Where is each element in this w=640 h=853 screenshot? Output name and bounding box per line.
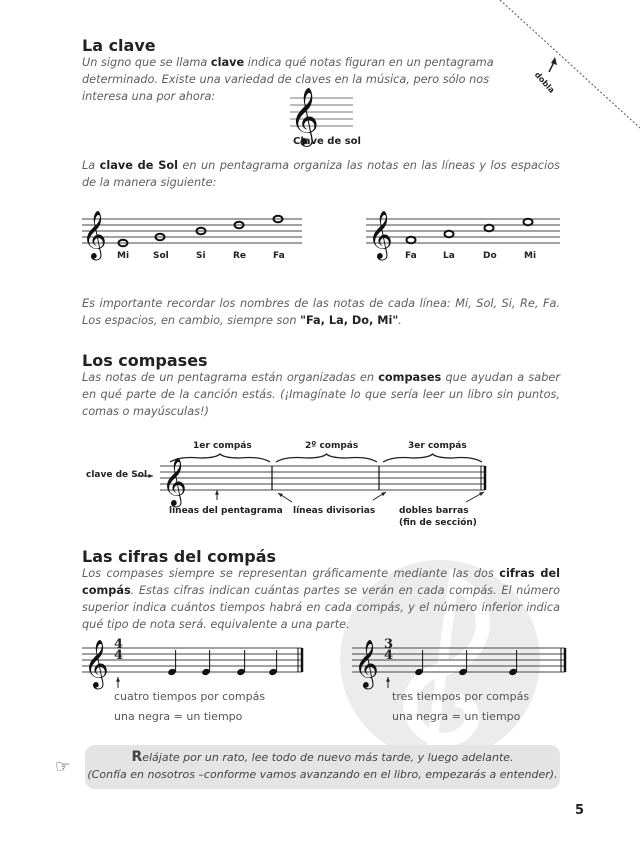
measure-label: 1er compás xyxy=(193,441,252,451)
section-title-cifras: Las cifras del compás xyxy=(82,547,277,566)
arrow-head xyxy=(116,677,120,682)
page-number: 5 xyxy=(575,803,585,818)
whole-note xyxy=(445,231,454,237)
treble-clef-icon: 𝄞 xyxy=(354,638,379,688)
clave-paragraph-1: Un signo que se llama clave indica qué notas figuran en un pentagrama determinado. Existe una variedad de claves en la música, pero sólo nos interesa una por ahora: xyxy=(82,56,494,103)
measure-label: 2º compás xyxy=(305,441,359,451)
barlines-label: líneas divisorias xyxy=(293,506,376,516)
time-signature-left: 4 4 xyxy=(114,637,124,663)
tip-line-1: Relájate por un rato, lee todo de nuevo más tarde, y luego adelante. xyxy=(131,749,514,765)
note-label: Mi xyxy=(524,251,537,261)
arrow-head xyxy=(148,474,153,478)
section-title-clave: La clave xyxy=(82,36,156,55)
clef-label: clave de Sol xyxy=(86,470,148,480)
left-caption-2: una negra = un tiempo xyxy=(114,710,243,723)
clave-paragraph-3: Es importante recordar los nombres de las notas de cada línea: Mi, Sol, Si, Re, Fa. Los espacios, en cambio, siempre son "Fa, La, Do, Mi". xyxy=(82,297,560,327)
note-label: Re xyxy=(233,251,247,261)
note-label: Fa xyxy=(405,251,417,261)
clef-caption: Clave de sol xyxy=(293,136,361,147)
measure-brace xyxy=(276,454,377,462)
tip-line-2: (Confía en nosotros –conforme vamos avanzando en el libro, empezarás a entender). xyxy=(87,768,558,781)
pointing-hand-icon: ☞ xyxy=(55,757,71,777)
measure-brace xyxy=(383,454,482,462)
whole-note xyxy=(407,237,416,243)
measure-label: 3er compás xyxy=(408,441,467,451)
treble-clef-icon: 𝄞 xyxy=(162,456,187,506)
right-caption-1: tres tiempos por compás xyxy=(392,690,530,703)
left-caption-1: cuatro tiempos por compás xyxy=(114,690,266,703)
note-label: Sol xyxy=(153,251,169,261)
treble-clef-icon: 𝄞 xyxy=(84,638,109,688)
note-label: Si xyxy=(196,251,206,261)
treble-clef-icon: 𝄞 xyxy=(82,209,107,259)
note-label: La xyxy=(443,251,455,261)
arrow-head xyxy=(386,677,390,682)
whole-note xyxy=(485,225,494,231)
clave-paragraph-2: La clave de Sol en un pentagrama organiza las notas en las líneas y los espacios de la manera siguiente: xyxy=(82,159,561,189)
tip-box xyxy=(85,745,560,789)
arrow-head xyxy=(215,490,219,495)
treble-clef-icon: 𝄞 xyxy=(290,87,319,145)
time-signature-right: 3 4 xyxy=(384,637,394,663)
arrow-head xyxy=(278,493,283,497)
note-label: Do xyxy=(483,251,497,261)
note-label: Fa xyxy=(273,251,285,261)
cifras-paragraph: Los compases siempre se representan gráficamente mediante las dos cifras del compás. Estas cifras indican cuántas partes se verán en cada compás. El número superior indica cuántos tiempos habrá en cada compás, y el número inferior indica qué tipo de nota será. equivalente a una parte. xyxy=(82,567,560,631)
section-title-compases: Los compases xyxy=(82,351,208,370)
right-caption-2: una negra = un tiempo xyxy=(392,710,521,723)
double-bar-label: dobles barras xyxy=(399,506,469,516)
double-bar-note: (fin de sección) xyxy=(399,518,477,528)
whole-note xyxy=(524,219,533,225)
note-label: Mi xyxy=(117,251,130,261)
fold-label: dobla xyxy=(532,70,557,95)
treble-clef-icon: 𝄞 xyxy=(368,209,393,259)
compases-paragraph: Las notas de un pentagrama están organizadas en compases que ayudan a saber en qué parte de la canción estás. (¡Imagínate lo que sería leer un libro sin puntos, comas o mayúsculas!) xyxy=(82,371,560,418)
staff-lines-label: líneas del pentagrama xyxy=(169,506,283,516)
